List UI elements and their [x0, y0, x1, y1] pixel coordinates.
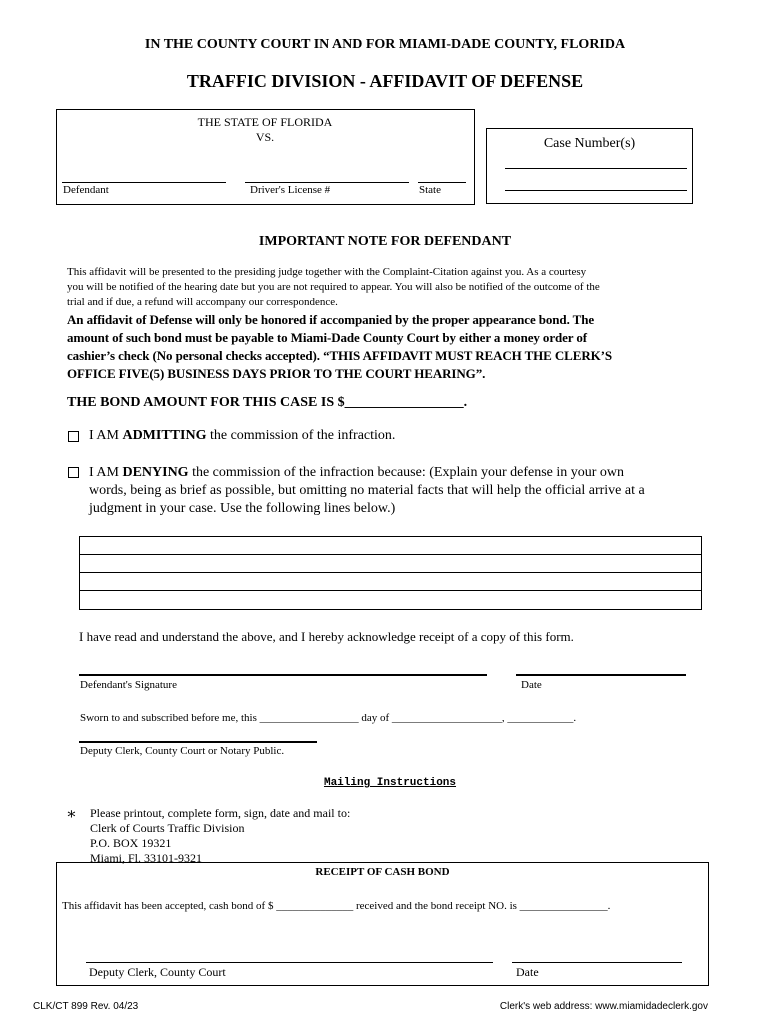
defense-line[interactable] — [79, 590, 702, 591]
note-heading: IMPORTANT NOTE FOR DEFENDANT — [258, 234, 512, 249]
form-title: TRAFFIC DIVISION - AFFIDAVIT OF DEFENSE — [186, 71, 584, 91]
deny-line-3: judgment in your case. Use the following lines below.) — [89, 501, 396, 516]
case-number-line-1[interactable] — [505, 168, 687, 169]
defense-line[interactable] — [79, 554, 702, 555]
note-line: This affidavit will be presented to the presiding judge together with the Complaint-Citation against you. As a courtesy — [67, 266, 587, 278]
acknowledge-text: I have read and understand the above, and I hereby acknowledge receipt of a copy of this form. — [79, 629, 574, 644]
state-of-florida: THE STATE OF FLORIDA — [197, 115, 333, 129]
deny-suffix: the commission of the infraction because: (Explain your defense in your own — [188, 465, 625, 480]
deny-prefix: I AM — [89, 465, 123, 480]
receipt-date-label: Date — [516, 965, 539, 979]
mailing-heading: Mailing Instructions — [323, 777, 457, 789]
defendant-signature-label: Defendant's Signature — [80, 679, 177, 691]
defendant-line[interactable] — [62, 182, 226, 183]
bond-requirement-line: cashier’s check (No personal checks accepted). “THIS AFFIDAVIT MUST REACH THE CLERK’S — [67, 348, 612, 363]
license-label: Driver's License # — [250, 184, 331, 196]
form-id: CLK/CT 899 Rev. 04/23 — [33, 1001, 139, 1012]
bond-requirement-line: An affidavit of Defense will only be honored if accompanied by the proper appearance bond. The — [67, 312, 595, 327]
note-line: you will be notified of the hearing date but you are not required to appear. You will also be notified of the outcome of the — [67, 281, 600, 293]
bond-requirement-line: OFFICE FIVE(5) BUSINESS DAYS PRIOR TO THE COURT HEARING”. — [67, 366, 486, 381]
court-heading: IN THE COUNTY COURT IN AND FOR MIAMI-DADE COUNTY, FLORIDA — [144, 37, 626, 52]
defendant-label: Defendant — [63, 184, 109, 196]
admit-checkbox[interactable] — [68, 431, 79, 442]
bond-amount: THE BOND AMOUNT FOR THIS CASE IS $_________________. — [67, 395, 468, 410]
admit-prefix: I AM — [89, 428, 123, 443]
deny-line-2: words, being as brief as possible, but omitting no material facts that will help the official arrive at a — [89, 483, 645, 498]
deny-bold: DENYING — [122, 465, 189, 480]
clerk-notary-label: Deputy Clerk, County Court or Notary Public. — [80, 745, 285, 757]
note-paragraph — [67, 265, 600, 310]
deny-option — [89, 464, 645, 518]
admit-suffix: the commission of the infraction. — [206, 428, 396, 443]
receipt-date-line[interactable] — [512, 962, 682, 963]
receipt-clerk-line[interactable] — [86, 962, 493, 963]
admit-bold: ADMITTING — [122, 428, 207, 443]
case-number-label: Case Number(s) — [543, 136, 636, 151]
mailing-line: Clerk of Courts Traffic Division — [90, 821, 245, 835]
receipt-text: This affidavit has been accepted, cash bond of $ ______________ received and the bond receipt NO. is ________________. — [62, 900, 611, 912]
mailing-line: P.O. BOX 19321 — [90, 836, 172, 850]
defendant-date-line[interactable] — [516, 674, 686, 676]
deny-checkbox[interactable] — [68, 467, 79, 478]
sworn-statement: Sworn to and subscribed before me, this __________________ day of ____________________, ____________. — [80, 712, 577, 724]
vs-label: VS. — [255, 130, 275, 144]
defendant-signature-line[interactable] — [79, 674, 487, 676]
license-line[interactable] — [245, 182, 409, 183]
defense-lines-box[interactable] — [79, 536, 702, 610]
state-label: State — [419, 184, 441, 196]
receipt-clerk-label: Deputy Clerk, County Court — [89, 965, 226, 979]
mailing-line: Miami, Fl. 33101-9321 — [90, 851, 203, 865]
receipt-heading: RECEIPT OF CASH BOND — [315, 866, 450, 878]
clerk-signature-line[interactable] — [79, 741, 317, 743]
bond-requirement-paragraph — [67, 311, 612, 383]
mailing-address — [90, 806, 350, 866]
bond-requirement-line: amount of such bond must be payable to Miami-Dade County Court by either a money order of — [67, 330, 588, 345]
asterisk-icon: ∗ — [66, 806, 77, 823]
admit-option — [89, 428, 395, 444]
case-number-line-2[interactable] — [505, 190, 687, 191]
mailing-line: Please printout, complete form, sign, date and mail to: — [90, 806, 351, 820]
defense-line[interactable] — [79, 572, 702, 573]
clerk-web-address: Clerk's web address: www.miamidadeclerk.gov — [499, 1001, 708, 1012]
note-line: trial and if due, a refund will accompany our correspondence. — [67, 296, 338, 308]
defendant-date-label: Date — [521, 679, 542, 691]
state-line[interactable] — [418, 182, 466, 183]
